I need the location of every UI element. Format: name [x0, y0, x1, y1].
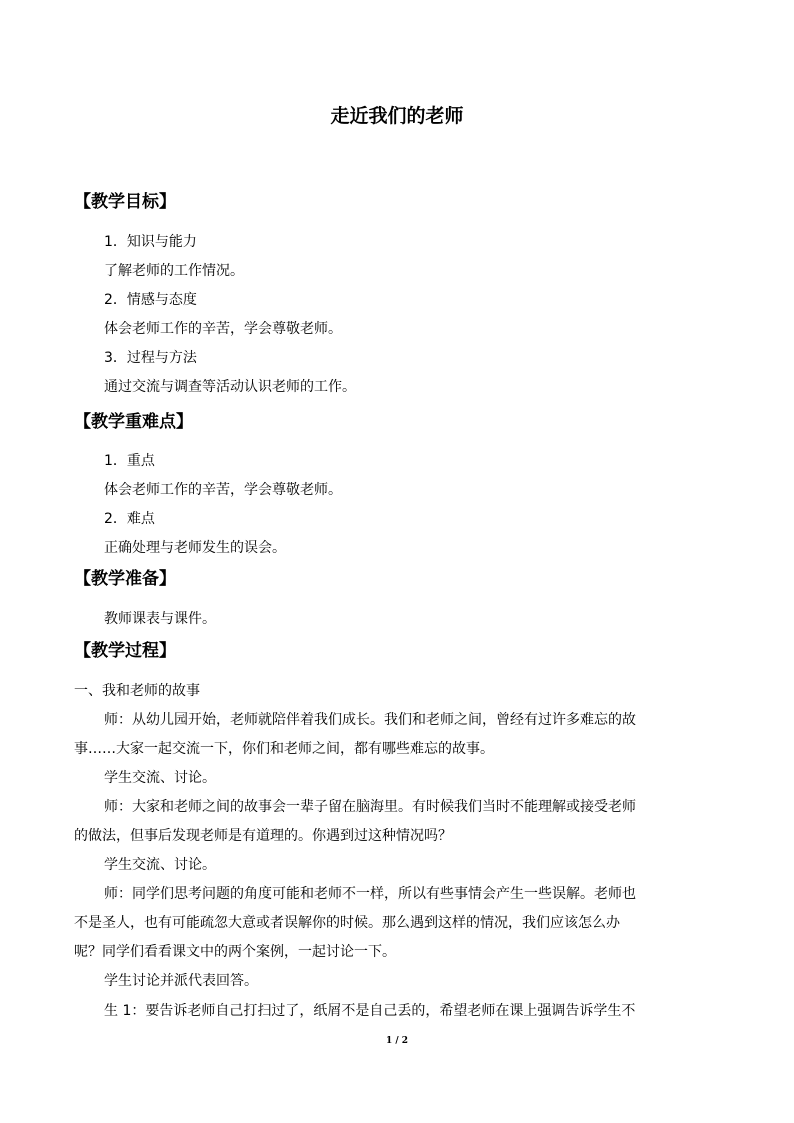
goals-item: 体会老师工作的辛苦，学会尊敬老师。 — [104, 321, 342, 337]
keypoints-item: 体会老师工作的辛苦，学会尊敬老师。 — [104, 482, 342, 498]
goals-item: 了解老师的工作情况。 — [104, 263, 244, 279]
process-paragraph-line: 呢？同学们看看课文中的两个案例，一起讨论一下。 — [74, 944, 396, 960]
section-heading-prep: 【教学准备】 — [74, 569, 176, 589]
prep-item: 教师课表与课件。 — [104, 611, 216, 627]
process-paragraph-line: 学生讨论并派代表回答。 — [104, 973, 258, 989]
process-paragraph-line: 师：大家和老师之间的故事会一辈子留在脑海里。有时候我们当时不能理解或接受老师 — [104, 799, 636, 815]
process-paragraph-line: 生 1：要告诉老师自己打扫过了，纸屑不是自己丢的，希望老师在课上强调告诉学生不 — [104, 1003, 636, 1019]
process-paragraph-line: 学生交流、讨论。 — [104, 770, 216, 786]
process-paragraph-line: 师：同学们思考问题的角度可能和老师不一样，所以有些事情会产生一些误解。老师也 — [104, 886, 636, 902]
process-subheading: 一、我和老师的故事 — [74, 683, 200, 699]
keypoints-item: 1．重点 — [104, 453, 155, 469]
section-heading-keypoints: 【教学重难点】 — [74, 412, 193, 432]
goals-item: 3．过程与方法 — [104, 350, 197, 366]
section-heading-process: 【教学过程】 — [74, 641, 176, 661]
section-heading-goals: 【教学目标】 — [74, 192, 176, 212]
keypoints-item: 2．难点 — [104, 511, 155, 527]
process-paragraph-line: 不是圣人，也有可能疏忽大意或者误解你的时候。那么遇到这样的情况，我们应该怎么办 — [74, 915, 620, 931]
page-number-indicator: 1 / 2 — [385, 1036, 409, 1046]
process-paragraph-line: 事……大家一起交流一下，你们和老师之间，都有哪些难忘的故事。 — [74, 741, 494, 757]
process-paragraph-line: 学生交流、讨论。 — [104, 857, 216, 873]
process-paragraph-line: 师：从幼儿园开始，老师就陪伴着我们成长。我们和老师之间，曾经有过许多难忘的故 — [104, 712, 636, 728]
goals-item: 1．知识与能力 — [104, 234, 197, 250]
process-paragraph-line: 的做法，但事后发现老师是有道理的。你遇到过这种情况吗？ — [74, 828, 452, 844]
goals-item: 通过交流与调查等活动认识老师的工作。 — [104, 379, 356, 395]
goals-item: 2．情感与态度 — [104, 292, 197, 308]
keypoints-item: 正确处理与老师发生的误会。 — [104, 540, 286, 556]
document-title: 走近我们的老师 — [330, 105, 464, 127]
